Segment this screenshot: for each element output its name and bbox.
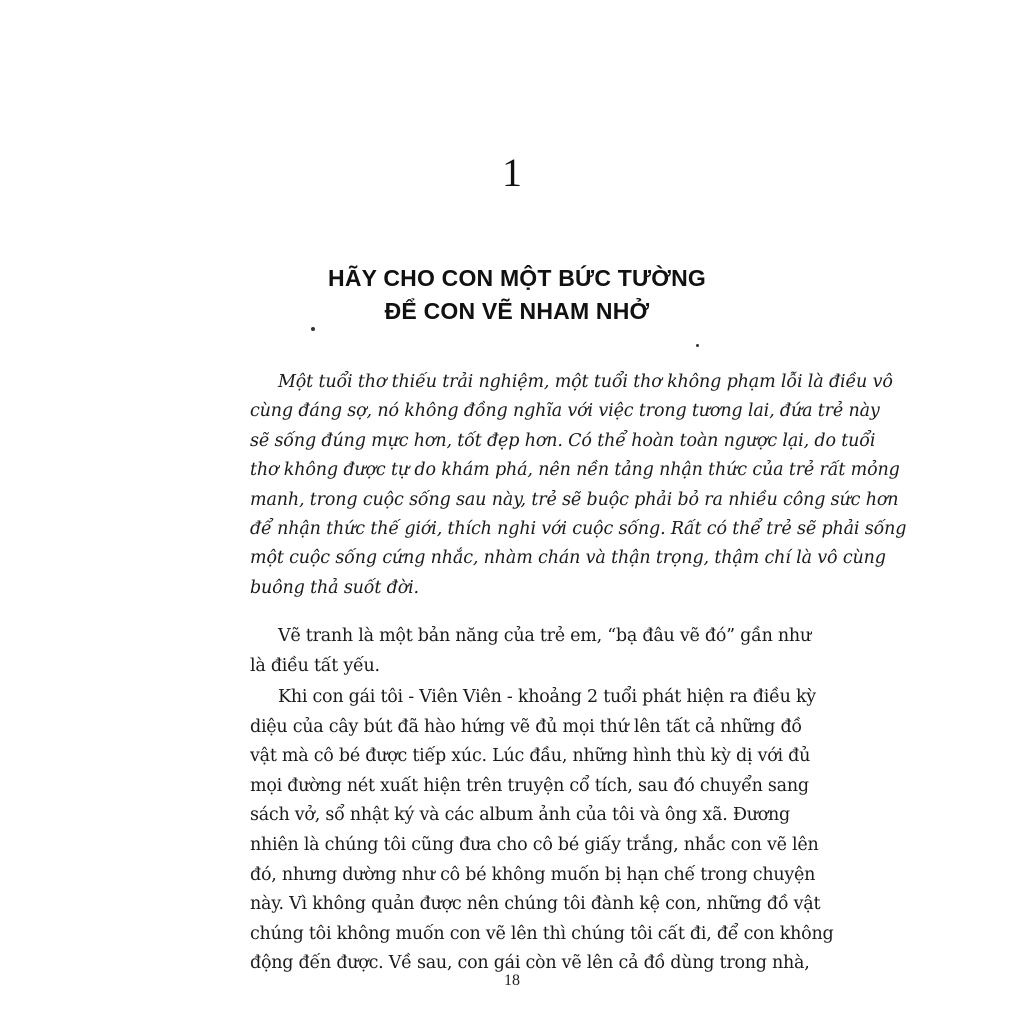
body-line: động đến được. Về sau, con gái còn vẽ lên cả đồ dùng trong nhà, [250, 953, 810, 974]
intro-line: thơ không được tự do khám phá, nên nền tảng nhận thức của trẻ rất mỏng [250, 460, 900, 481]
intro-line: cùng đáng sợ, nó không đồng nghĩa với việc trong tương lai, đứa trẻ này [250, 401, 880, 422]
body-line: diệu của cây bút đã hào hứng vẽ đủ mọi thứ lên tất cả những đồ [250, 716, 802, 737]
body-line: Vẽ tranh là một bản năng của trẻ em, “bạ đâu vẽ đó” gần như [278, 626, 811, 646]
body-paragraph-2 [250, 683, 834, 979]
print-speck [696, 344, 699, 347]
body-line: này. Vì không quản được nên chúng tôi đành kệ con, những đồ vật [250, 894, 821, 915]
body-line: đó, nhưng dường như cô bé không muốn bị hạn chế trong chuyện [250, 864, 816, 885]
chapter-title-line: HÃY CHO CON MỘT BỨC TƯỜNG [328, 265, 706, 291]
body-line: vật mà cô bé được tiếp xúc. Lúc đầu, những hình thù kỳ dị với đủ [250, 746, 811, 767]
body-paragraph-1 [250, 622, 811, 681]
intro-line: để nhận thức thế giới, thích nghi với cuộc sống. Rất có thể trẻ sẽ phải sống [250, 519, 907, 540]
body-line: nhiên là chúng tôi cũng đưa cho cô bé giấy trắng, nhắc con vẽ lên [250, 834, 819, 855]
page-number: 18 [504, 972, 520, 989]
print-speck [311, 327, 315, 331]
chapter-number: 1 [502, 150, 522, 195]
chapter-title [0, 262, 1024, 328]
body-line: sách vở, sổ nhật ký và các album ảnh của tôi và ông xã. Đương [250, 805, 790, 826]
body-line: mọi đường nét xuất hiện trên truyện cổ tích, sau đó chuyển sang [250, 775, 809, 796]
intro-paragraph [250, 368, 907, 603]
intro-line: một cuộc sống cứng nhắc, nhàm chán và thận trọng, thậm chí là vô cùng [250, 548, 886, 569]
body-line: chúng tôi không muốn con vẽ lên thì chúng tôi cất đi, để con không [250, 923, 834, 944]
intro-line: buông thả suốt đời. [250, 577, 419, 598]
body-line: Khi con gái tôi - Viên Viên - khoảng 2 tuổi phát hiện ra điều kỳ [278, 687, 816, 707]
body-line: là điều tất yếu. [250, 655, 380, 676]
intro-line: sẽ sống đúng mực hơn, tốt đẹp hơn. Có thể hoàn toàn ngược lại, do tuổi [250, 430, 876, 451]
intro-line: manh, trong cuộc sống sau này, trẻ sẽ buộc phải bỏ ra nhiều công sức hơn [250, 489, 899, 510]
intro-line: Một tuổi thơ thiếu trải nghiệm, một tuổi thơ không phạm lỗi là điều vô [278, 372, 893, 392]
chapter-title-line: ĐỂ CON VẼ NHAM NHỞ [384, 298, 650, 324]
